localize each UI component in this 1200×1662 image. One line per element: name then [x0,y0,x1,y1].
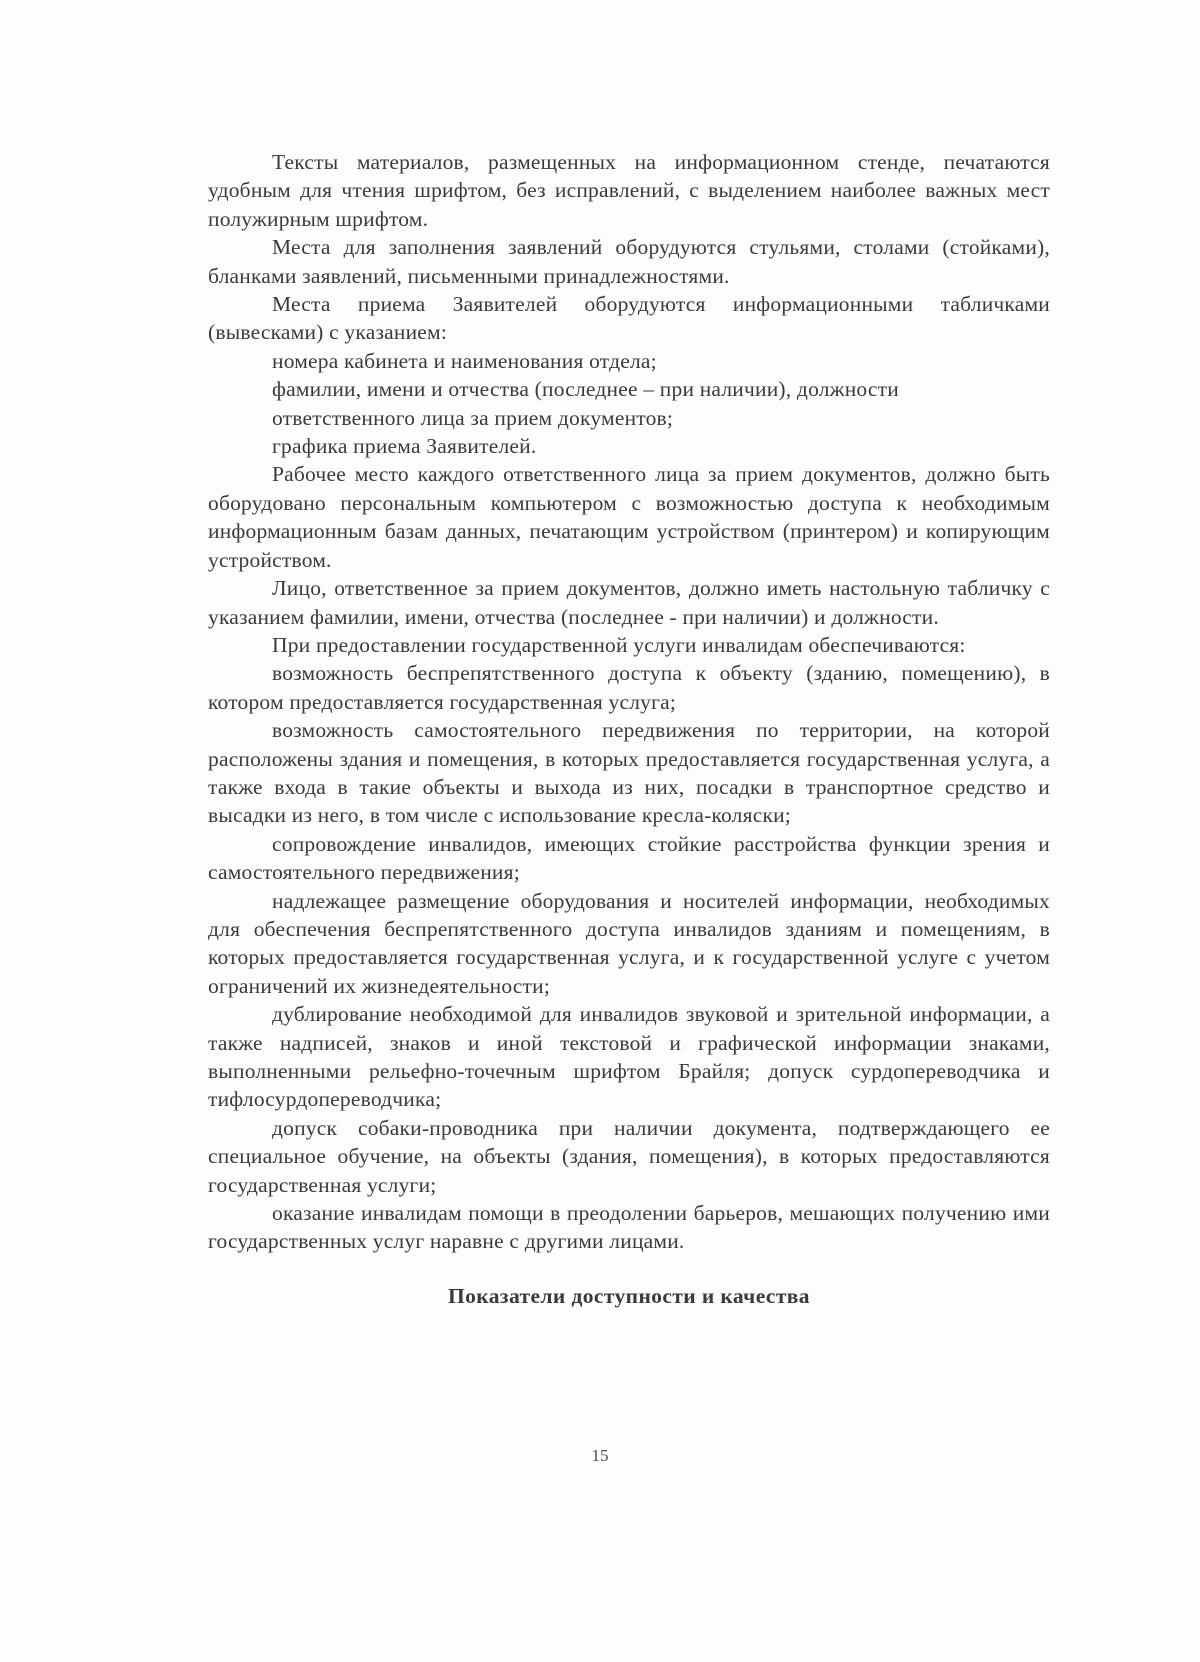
page-number: 15 [591,1446,609,1465]
list-item-full-name: фамилии, имени и отчества (последнее – при наличии), должности [272,377,899,402]
paragraph-disabled-provisions: При предоставлении государственной услуги инвалидам обеспечиваются: [272,632,966,657]
section-heading: Показатели доступности и качества [448,1283,810,1308]
list-item-guide-dog: допуск собаки-проводника при наличии документа, подтверждающего ее специальное обучение, на объекты (здания, помещения), в которых предоставляются государственная услуги; [208,1115,1050,1197]
paragraph-stand-texts: Тексты материалов, размещенных на информационном стенде, печатаются удобным для чтения шрифтом, без исправлений, с выделением наиболее важных мест полужирным шрифтом. [208,150,1050,231]
paragraph-workplace: Рабочее место каждого ответственного лица за прием документов, должно быть оборудовано персональным компьютером с возможностью доступа к необходимым информационным базам данных, печатающим устройством (принтером) и копирующим устройством. [208,462,1050,572]
list-item-information-duplication: дублирование необходимой для инвалидов звуковой и зрительной информации, а также надписей, знаков и иной текстовой и графической информации знаками, выполненными рельефно-точечным шрифтом Брайля; допуск сурдопереводчика и тифлосурдопереводчика; [208,1002,1050,1112]
list-item-escort: сопровождение инвалидов, имеющих стойкие расстройства функции зрения и самостоятельного передвижения; [208,831,1050,885]
list-item-independent-movement: возможность самостоятельного передвижения по территории, на которой расположены здания и помещения, в которых предоставляется государственная услуга, а также входа в такие объекты и выхода из них, посадки в транспортное средство и высадки из него, в том числе с использование кресла-коляски; [208,718,1050,828]
list-item-unobstructed-access: возможность беспрепятственного доступа к объекту (зданию, помещению), в котором предоставляется государственная услуга; [208,661,1050,714]
list-item-schedule: графика приема Заявителей. [272,434,537,459]
list-item-equipment-placement: надлежащее размещение оборудования и носителей информации, необходимых для обеспечения беспрепятственного доступа инвалидов зданиям и помещениям, в которых предоставляется государственная услуга, и к государственной услуге с учетом ограничений их жизнедеятельности; [208,888,1050,998]
paragraph-reception-places: Места приема Заявителей оборудуются информационными табличками (вывесками) с указанием: [208,292,1050,345]
paragraph-nameplate: Лицо, ответственное за прием документов, должно иметь настольную табличку с указанием фамилии, имени, отчества (последнее - при наличии) и должности. [208,576,1050,629]
list-item-barrier-assistance: оказание инвалидам помощи в преодолении барьеров, мешающих получению ими государственных услуг наравне с другими лицами. [208,1201,1050,1254]
list-item-cabinet-number: номера кабинета и наименования отдела; [272,348,657,373]
list-item-responsible-person: ответственного лица за прием документов; [272,405,674,430]
paragraph-application-places: Места для заполнения заявлений оборудуются стульями, столами (стойками), бланками заявлений, письменными принадлежностями. [208,235,1050,288]
document-body [208,148,1050,1310]
